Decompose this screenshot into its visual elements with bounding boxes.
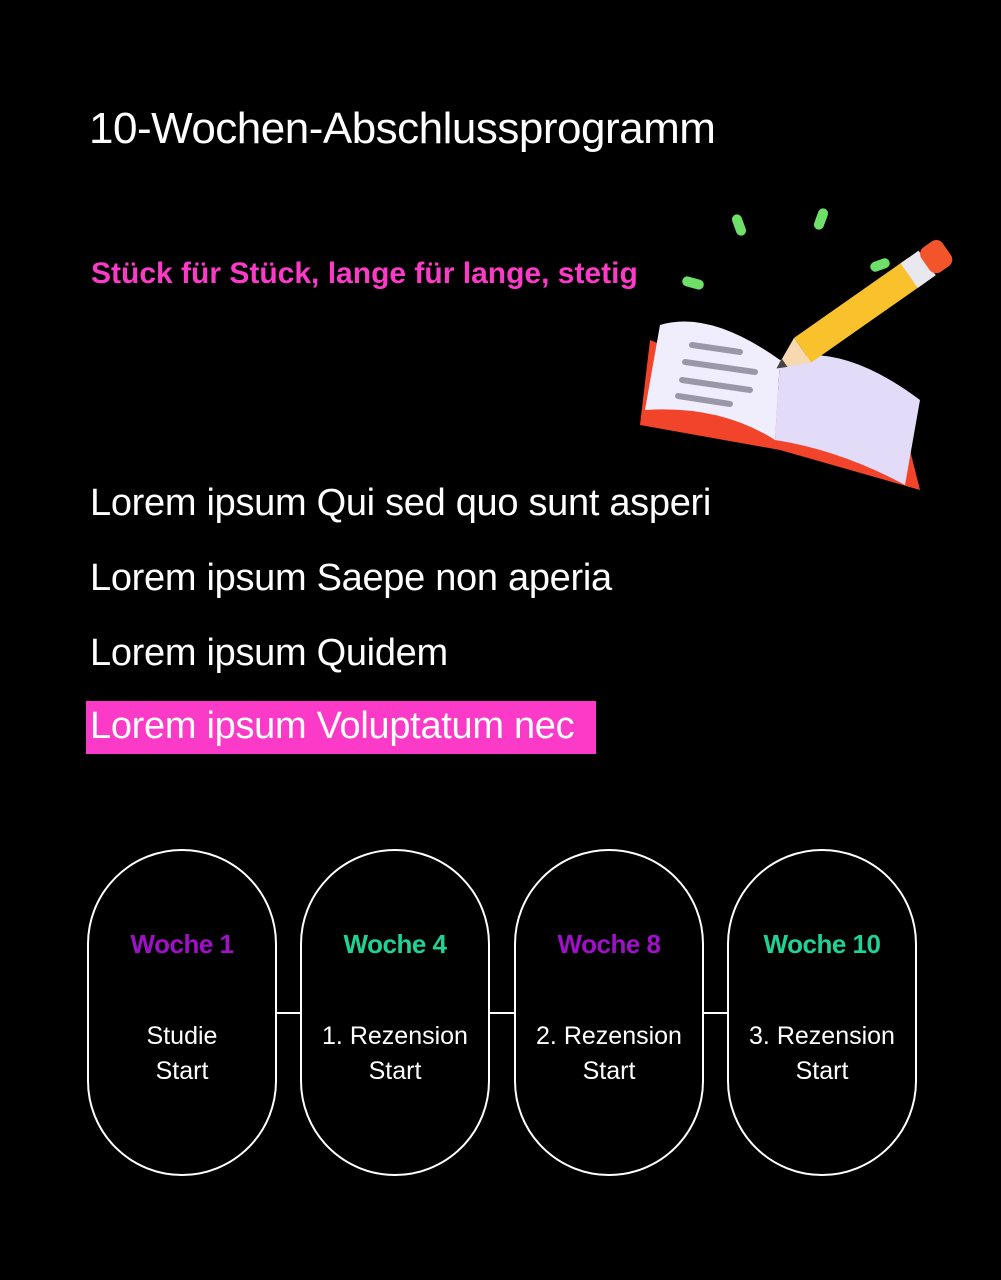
step-line1: Studie	[146, 1022, 218, 1050]
step-line2: Start	[368, 1057, 422, 1085]
step-line1: 3. Rezension	[749, 1022, 895, 1050]
subtitle: Stück für Stück, lange für lange, stetig	[91, 257, 638, 290]
timeline-step	[300, 849, 490, 1176]
list-item: Lorem ipsum Saepe non aperia	[90, 557, 612, 599]
week-label: Woche 1	[130, 929, 234, 959]
book-pencil-illustration	[630, 200, 980, 520]
week-label: Woche 4	[343, 929, 447, 959]
week-label: Woche 10	[763, 929, 881, 959]
timeline-connector	[490, 1012, 514, 1014]
step-line2: Start	[582, 1057, 636, 1085]
step-line1: 1. Rezension	[322, 1022, 468, 1050]
page-title: 10-Wochen-Abschlussprogramm	[89, 104, 716, 153]
list-item: Lorem ipsum Qui sed quo sunt asperi	[90, 482, 712, 524]
step-line2: Start	[795, 1057, 849, 1085]
week-label: Woche 8	[557, 929, 661, 959]
highlighted-list-item: Lorem ipsum Voluptatum nec	[86, 701, 596, 754]
timeline-step	[727, 849, 917, 1176]
timeline-step	[514, 849, 704, 1176]
timeline-connector	[276, 1012, 300, 1014]
timeline-connector	[704, 1012, 727, 1014]
list-item: Lorem ipsum Quidem	[90, 632, 448, 674]
step-line1: 2. Rezension	[536, 1022, 682, 1050]
timeline-step	[87, 849, 277, 1176]
step-line2: Start	[155, 1057, 209, 1085]
